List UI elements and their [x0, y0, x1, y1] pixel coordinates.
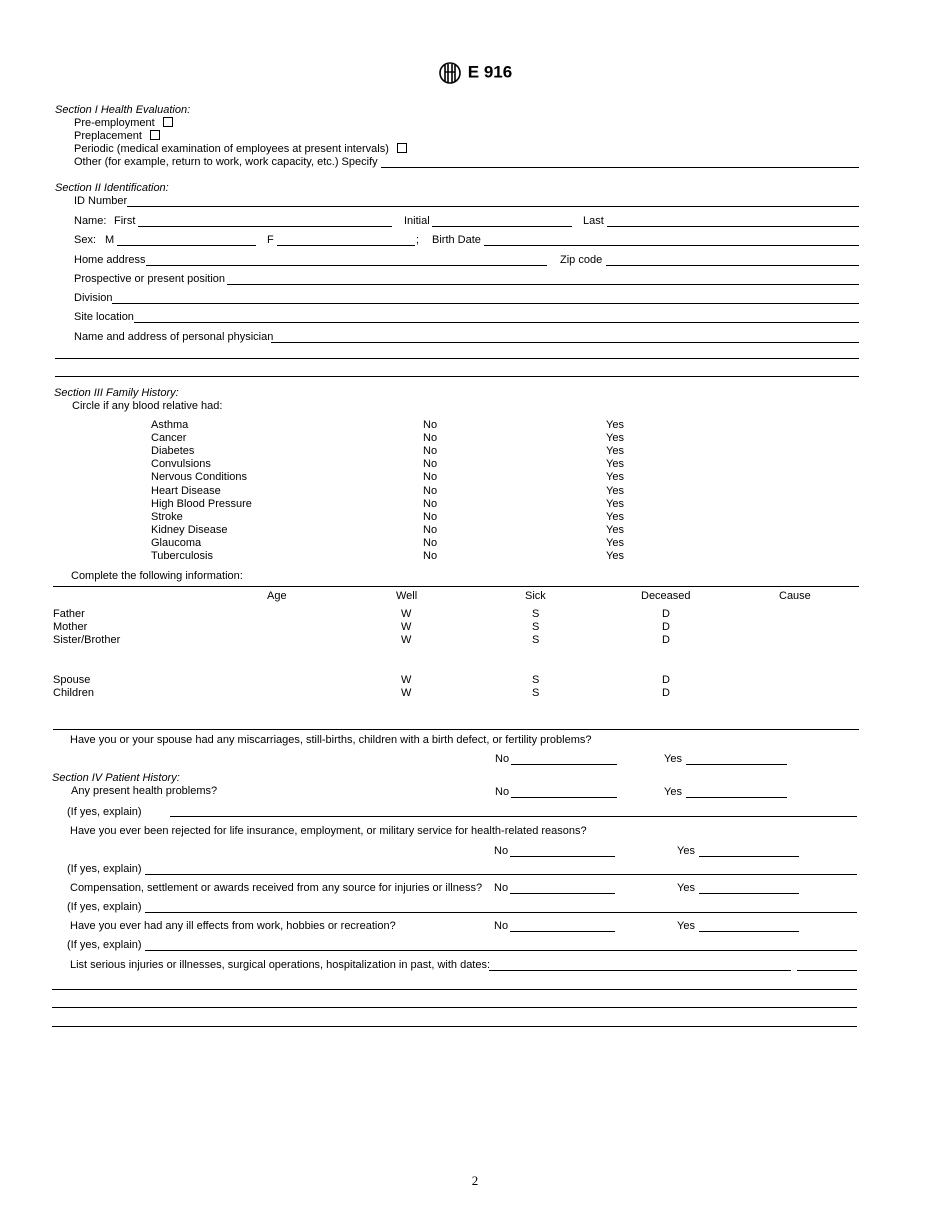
id-number-label: ID Number	[74, 195, 128, 207]
male-label: M	[105, 234, 115, 246]
female-field[interactable]	[277, 245, 415, 246]
compensation-no-field[interactable]	[510, 893, 615, 894]
semicolon: ;	[416, 234, 420, 246]
col-well: Well	[396, 590, 418, 602]
compensation-explain-label: (If yes, explain)	[67, 901, 142, 913]
serious-injuries-question: List serious injuries or illnesses, surgical operations, hospitalization in past, with dates:	[70, 959, 491, 971]
rejected-yes-field[interactable]	[699, 856, 799, 857]
periodic-option[interactable]	[74, 143, 407, 155]
condition-label: Diabetes	[151, 445, 195, 457]
no-option[interactable]: No	[423, 537, 438, 549]
first-name-field[interactable]	[138, 226, 392, 227]
periodic-label: Periodic (medical examination of employees at present intervals)	[74, 143, 389, 155]
rejected-no-field[interactable]	[510, 856, 615, 857]
rejected-explain-label: (If yes, explain)	[67, 863, 142, 875]
well-option[interactable]: W	[401, 608, 412, 620]
preplacement-option[interactable]	[74, 130, 160, 142]
compensation-yes-field[interactable]	[699, 893, 799, 894]
document-header	[0, 62, 950, 84]
deceased-option[interactable]: D	[662, 634, 670, 646]
division-label: Division	[74, 292, 113, 304]
yes-option[interactable]: Yes	[606, 445, 624, 457]
condition-label: Tuberculosis	[151, 550, 213, 562]
other-specify-field[interactable]	[381, 167, 859, 168]
no-option[interactable]: No	[423, 419, 438, 431]
miscarriage-question: Have you or your spouse had any miscarriages, still-births, children with a birth defect, or fertility problems?	[70, 734, 592, 746]
compensation-no-label: No	[494, 882, 509, 894]
no-option[interactable]: No	[423, 511, 438, 523]
condition-label: Kidney Disease	[151, 524, 228, 536]
initial-label: Initial	[404, 215, 430, 227]
name-label: Name:	[74, 215, 107, 227]
ill-effects-yes-label: Yes	[677, 920, 695, 932]
initial-field[interactable]	[432, 226, 572, 227]
relative-label: Children	[53, 687, 94, 699]
miscarriage-no-field[interactable]	[511, 764, 617, 765]
site-location-label: Site location	[74, 311, 134, 323]
rejected-yes-label: Yes	[677, 845, 695, 857]
condition-label: Heart Disease	[151, 485, 221, 497]
rejected-no-label: No	[494, 845, 509, 857]
no-option[interactable]: No	[423, 471, 438, 483]
sick-option[interactable]: S	[532, 608, 540, 620]
serious-injuries-date-field[interactable]	[797, 970, 857, 971]
present-problems-question: Any present health problems?	[71, 785, 218, 797]
col-sick: Sick	[525, 590, 546, 602]
rejected-question: Have you ever been rejected for life insurance, employment, or military service for health-related reasons?	[70, 825, 587, 837]
condition-label: Convulsions	[151, 458, 211, 470]
present-yes-label: Yes	[664, 786, 682, 798]
section-divider	[55, 376, 859, 377]
condition-label: Stroke	[151, 511, 183, 523]
table-bottom-rule	[53, 729, 859, 730]
home-address-label: Home address	[74, 254, 146, 266]
serious-injuries-field[interactable]	[489, 970, 791, 971]
deceased-option[interactable]: D	[662, 674, 670, 686]
no-option[interactable]: No	[423, 458, 438, 470]
site-location-field[interactable]	[134, 322, 859, 323]
section2-title: Section II Identification:	[55, 182, 169, 194]
miscarriage-yes-label: Yes	[664, 753, 682, 765]
miscarriage-yes-field[interactable]	[686, 764, 787, 765]
position-label: Prospective or present position	[74, 273, 226, 285]
pre-employment-checkbox[interactable]	[163, 117, 173, 127]
division-field[interactable]	[112, 303, 859, 304]
zip-code-label: Zip code	[560, 254, 603, 266]
condition-label: Glaucoma	[151, 537, 202, 549]
serious-injuries-line-4[interactable]	[52, 1026, 857, 1027]
section3-title: Section III Family History:	[54, 387, 179, 399]
condition-label: Cancer	[151, 432, 187, 444]
serious-injuries-line-2[interactable]	[52, 989, 857, 990]
home-address-field[interactable]	[146, 265, 547, 266]
first-name-label: First	[114, 215, 136, 227]
physician-field-line-2[interactable]	[55, 358, 859, 359]
sick-option[interactable]: S	[532, 634, 540, 646]
zip-code-field[interactable]	[606, 265, 859, 266]
no-option[interactable]: No	[423, 432, 438, 444]
physician-label: Name and address of personal physician	[74, 331, 274, 343]
col-cause: Cause	[779, 590, 811, 602]
ill-effects-no-field[interactable]	[510, 931, 615, 932]
pre-employment-option[interactable]	[74, 117, 173, 129]
ill-effects-no-label: No	[494, 920, 509, 932]
no-option[interactable]: No	[423, 485, 438, 497]
deceased-option[interactable]: D	[662, 608, 670, 620]
miscarriage-no-label: No	[495, 753, 510, 765]
no-option[interactable]: No	[423, 498, 438, 510]
relative-label: Mother	[53, 621, 88, 633]
yes-option[interactable]: Yes	[606, 458, 624, 470]
complete-info-label: Complete the following information:	[71, 570, 243, 582]
sick-option[interactable]: S	[532, 687, 540, 699]
last-name-label: Last	[583, 215, 604, 227]
present-explain-field[interactable]	[170, 816, 857, 817]
sick-option[interactable]: S	[532, 621, 540, 633]
ill-effects-question: Have you ever had any ill effects from work, hobbies or recreation?	[70, 920, 396, 932]
sex-label: Sex:	[74, 234, 97, 246]
no-option[interactable]: No	[423, 524, 438, 536]
well-option[interactable]: W	[401, 674, 412, 686]
male-field[interactable]	[117, 245, 256, 246]
relative-label: Spouse	[53, 674, 91, 686]
well-option[interactable]: W	[401, 687, 412, 699]
present-yes-field[interactable]	[686, 797, 787, 798]
preplacement-checkbox[interactable]	[150, 130, 160, 140]
birth-date-label: Birth Date	[432, 234, 481, 246]
condition-label: High Blood Pressure	[151, 498, 252, 510]
rejected-explain-field[interactable]	[145, 874, 857, 875]
document-title: E 916	[467, 62, 513, 82]
female-label: F	[267, 234, 274, 246]
section1-title: Section I Health Evaluation:	[55, 104, 191, 116]
condition-label: Asthma	[151, 419, 189, 431]
present-explain-label: (If yes, explain)	[67, 806, 142, 818]
birth-date-field[interactable]	[484, 245, 859, 246]
yes-option[interactable]: Yes	[606, 537, 624, 549]
yes-option[interactable]: Yes	[606, 485, 624, 497]
condition-label: Nervous Conditions	[151, 471, 247, 483]
ill-effects-explain-field[interactable]	[145, 950, 857, 951]
section4-title: Section IV Patient History:	[52, 772, 180, 784]
deceased-option[interactable]: D	[662, 687, 670, 699]
well-option[interactable]: W	[401, 634, 412, 646]
position-field[interactable]	[227, 284, 859, 285]
compensation-yes-label: Yes	[677, 882, 695, 894]
physician-field[interactable]	[271, 342, 859, 343]
relative-label: Father	[53, 608, 85, 620]
col-deceased: Deceased	[641, 590, 691, 602]
yes-option[interactable]: Yes	[606, 498, 624, 510]
yes-option[interactable]: Yes	[606, 432, 624, 444]
deceased-option[interactable]: D	[662, 621, 670, 633]
sick-option[interactable]: S	[532, 674, 540, 686]
yes-option[interactable]: Yes	[606, 524, 624, 536]
periodic-checkbox[interactable]	[397, 143, 407, 153]
present-no-field[interactable]	[511, 797, 617, 798]
yes-option[interactable]: Yes	[606, 511, 624, 523]
yes-option[interactable]: Yes	[606, 419, 624, 431]
pre-employment-label: Pre-employment	[74, 117, 155, 129]
col-age: Age	[267, 590, 287, 602]
compensation-question: Compensation, settlement or awards received from any source for injuries or illness?	[70, 882, 483, 894]
no-option[interactable]: No	[423, 445, 438, 457]
yes-option[interactable]: Yes	[606, 550, 624, 562]
id-number-field[interactable]	[127, 206, 859, 207]
compensation-explain-field[interactable]	[145, 912, 857, 913]
ill-effects-yes-field[interactable]	[699, 931, 799, 932]
yes-option[interactable]: Yes	[606, 471, 624, 483]
last-name-field[interactable]	[607, 226, 859, 227]
no-option[interactable]: No	[423, 550, 438, 562]
well-option[interactable]: W	[401, 621, 412, 633]
page-number: 2	[471, 1173, 479, 1188]
preplacement-label: Preplacement	[74, 130, 142, 142]
astm-logo-icon	[438, 62, 462, 84]
family-instruction: Circle if any blood relative had:	[72, 400, 223, 412]
relative-label: Sister/Brother	[53, 634, 121, 646]
present-no-label: No	[495, 786, 510, 798]
serious-injuries-line-3[interactable]	[52, 1007, 857, 1008]
ill-effects-explain-label: (If yes, explain)	[67, 939, 142, 951]
table-top-rule	[53, 586, 859, 587]
other-specify-label: Other (for example, return to work, work capacity, etc.) Specify	[74, 156, 378, 168]
